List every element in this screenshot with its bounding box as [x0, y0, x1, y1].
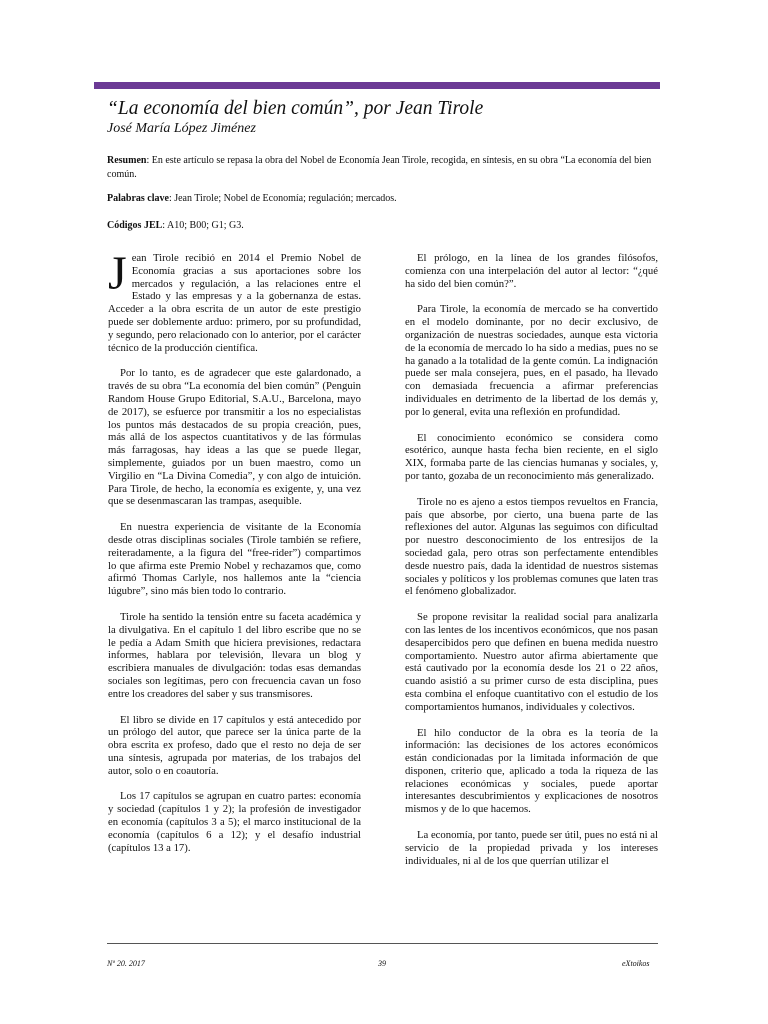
- keywords-text: : Jean Tirole; Nobel de Economía; regulación; mercados.: [168, 193, 397, 204]
- footer-page-number: 39: [378, 959, 386, 968]
- body-paragraph: El libro se divide en 17 capítulos y está antecedido por un prólogo del autor, que parece ser la única parte de la obra escrita ex profeso, dado que el resto no deja de ser una síntesis, agrupada por materias, de los trabajos del autor, solo o en coautoría.: [108, 713, 361, 777]
- body-paragraph: Por lo tanto, es de agradecer que este galardonado, a través de su obra “La economía del bien común” (Penguin Random House Grupo Editorial, S.A.U., Barcelona, mayo de 2017), se esfuerce por transmitir a los no especialistas los puntos más destacados de su propia creación, pues, más allá de los aspectos cuantitativos y de las fórmulas más farragosas, hay ideas a las que se puede llegar, simplemente, guiados por un buen maestro, como un Virgilio en “La Divina Comedia”, y con algo de intuición. Para Tirole, de hecho, la economía es exigente, y, una vez que se desenmascaran las trampas, asequible.: [108, 367, 361, 508]
- drop-cap: J: [108, 247, 127, 300]
- body-paragraph: [108, 247, 361, 354]
- jel-label: Códigos JEL: [107, 220, 163, 231]
- jel-text: : A10; B00; G1; G3.: [162, 220, 244, 231]
- article-author: José María López Jiménez: [107, 121, 256, 136]
- body-paragraph: El prólogo, en la línea de los grandes filósofos, comienza con una interpelación del autor al lector: “¿qué ha sido del bien común?”.: [405, 252, 658, 290]
- article-title: “La economía del bien común”, por Jean Tirole: [107, 98, 484, 119]
- footer-issue: Nº 20. 2017: [107, 959, 145, 968]
- body-paragraph: Tirole no es ajeno a estos tiempos revueltos en Francia, país que absorbe, por cierto, una buena parte de las reflexiones del autor. Algunas las seguimos con dificultad por nuestro desconocimiento de los entresijos de la sociedad gala, pero otras son perfectamente entendibles desde nuestro país, dada la identidad de nuestros sistemas sociales y políticos y los problemas comunes que laten tras el fenómeno globalizador.: [405, 495, 658, 598]
- body-paragraph-text: ean Tirole recibió en 2014 el Premio Nobel de Economía gracias a sus aportaciones sobre los mercados y regulación, a las relaciones entre el Estado y las empresas y a la gobernanza de estas. Acceder a la obra escrita de un autor de este prestigio puede ser doblemente arduo: primero, por su profundidad, y segundo, pero relacionado con lo anterior, por el carácter técnico de la producción científica.: [108, 252, 361, 354]
- abstract-label: Resumen: [107, 155, 147, 166]
- body-paragraph: El conocimiento económico se considera como esotérico, aunque hasta fecha bien reciente, en el siglo XIX, formaba parte de las ciencias humanas y sociales, y, por tanto, gozaba de un reconocimiento más generalizado.: [405, 431, 658, 482]
- body-paragraph: Para Tirole, la economía de mercado se ha convertido en el modelo dominante, por no decir exclusivo, de organización de nuestras sociedades, aunque esta victoria de la economía de mercado lo ha sido a medias, pues no se ha ganado a la totalidad de la gente común. La indignación puede ser mala consejera, pues, en el pasado, ha llevado con demasiada frecuencia a afirmar preferencias individuales en detrimento de la libertad de los demás y, por lo general, evita una reflexión en profundidad.: [405, 303, 658, 418]
- abstract-text: : En este artículo se repasa la obra del Nobel de Economía Jean Tirole, recogida, en síntesis, en su obra “La economía del bien común.: [107, 155, 652, 180]
- footer-rule: [107, 943, 658, 944]
- body-paragraph: Se propone revisitar la realidad social para analizarla con las lentes de los incentivos económicos, que nos pasan desapercibidos pero que definen en buena medida nuestro comportamiento. Nuestro autor afirma abiertamente que está cautivado por la economía desde los 21 o 22 años, cuando asistió a su primer curso de esta disciplina, pues esta combina el enfoque cuantitativo con el estudio de los comportamientos humanos, individuales y colectivos.: [405, 611, 658, 713]
- body-column-left: [108, 247, 361, 867]
- top-accent-rule: [94, 82, 660, 89]
- keywords: [107, 192, 657, 206]
- jel-codes: [107, 219, 657, 233]
- body-paragraph: Tirole ha sentido la tensión entre su faceta académica y la divulgativa. En el capítulo 1 del libro escribe que no se le pedía a Adam Smith que hiciera previsiones, redactara informes, hablara por televisión, llevara un blog y escribiera manuales de divulgación: todas esas demandas sociales son legítimas, pero con frecuencia cavan un foso entre los creadores del saber y sus transmisores.: [108, 610, 361, 700]
- body-paragraph: Los 17 capítulos se agrupan en cuatro partes: economía y sociedad (capítulos 1 y 2); la profesión de investigador en economía (capítulos 3 a 5); el marco institucional de la economía (capítulos 6 a 12); y el desafío industrial (capítulos 13 a 17).: [108, 790, 361, 854]
- body-column-right: [405, 252, 658, 880]
- body-paragraph: La economía, por tanto, puede ser útil, pues no está ni al servicio de la propiedad privada y los intereses individuales, ni al de los que querrían utilizar el: [405, 829, 658, 867]
- footer-journal-name: eXtoikos: [622, 959, 650, 968]
- keywords-label: Palabras clave: [107, 193, 169, 204]
- body-paragraph: El hilo conductor de la obra es la teoría de la información: las decisiones de los actores económicos están condicionadas por la limitada información de que disponen, criterio que, aplicado a toda la riqueza de las relaciones económicas y sociales, puede aportar interesantes descubrimientos y explicaciones de nosotros mismos y de lo que hacemos.: [405, 726, 658, 816]
- abstract: [107, 154, 657, 182]
- body-paragraph: En nuestra experiencia de visitante de la Economía desde otras disciplinas sociales (Tirole también se refiere, reiteradamente, a la figura del “free-rider”) compartimos lo que afirma este Premio Nobel y rechazamos que, como afirmó Thomas Carlyle, nos hallemos ante la “ciencia lúgubre”, sino más bien todo lo contrario.: [108, 521, 361, 598]
